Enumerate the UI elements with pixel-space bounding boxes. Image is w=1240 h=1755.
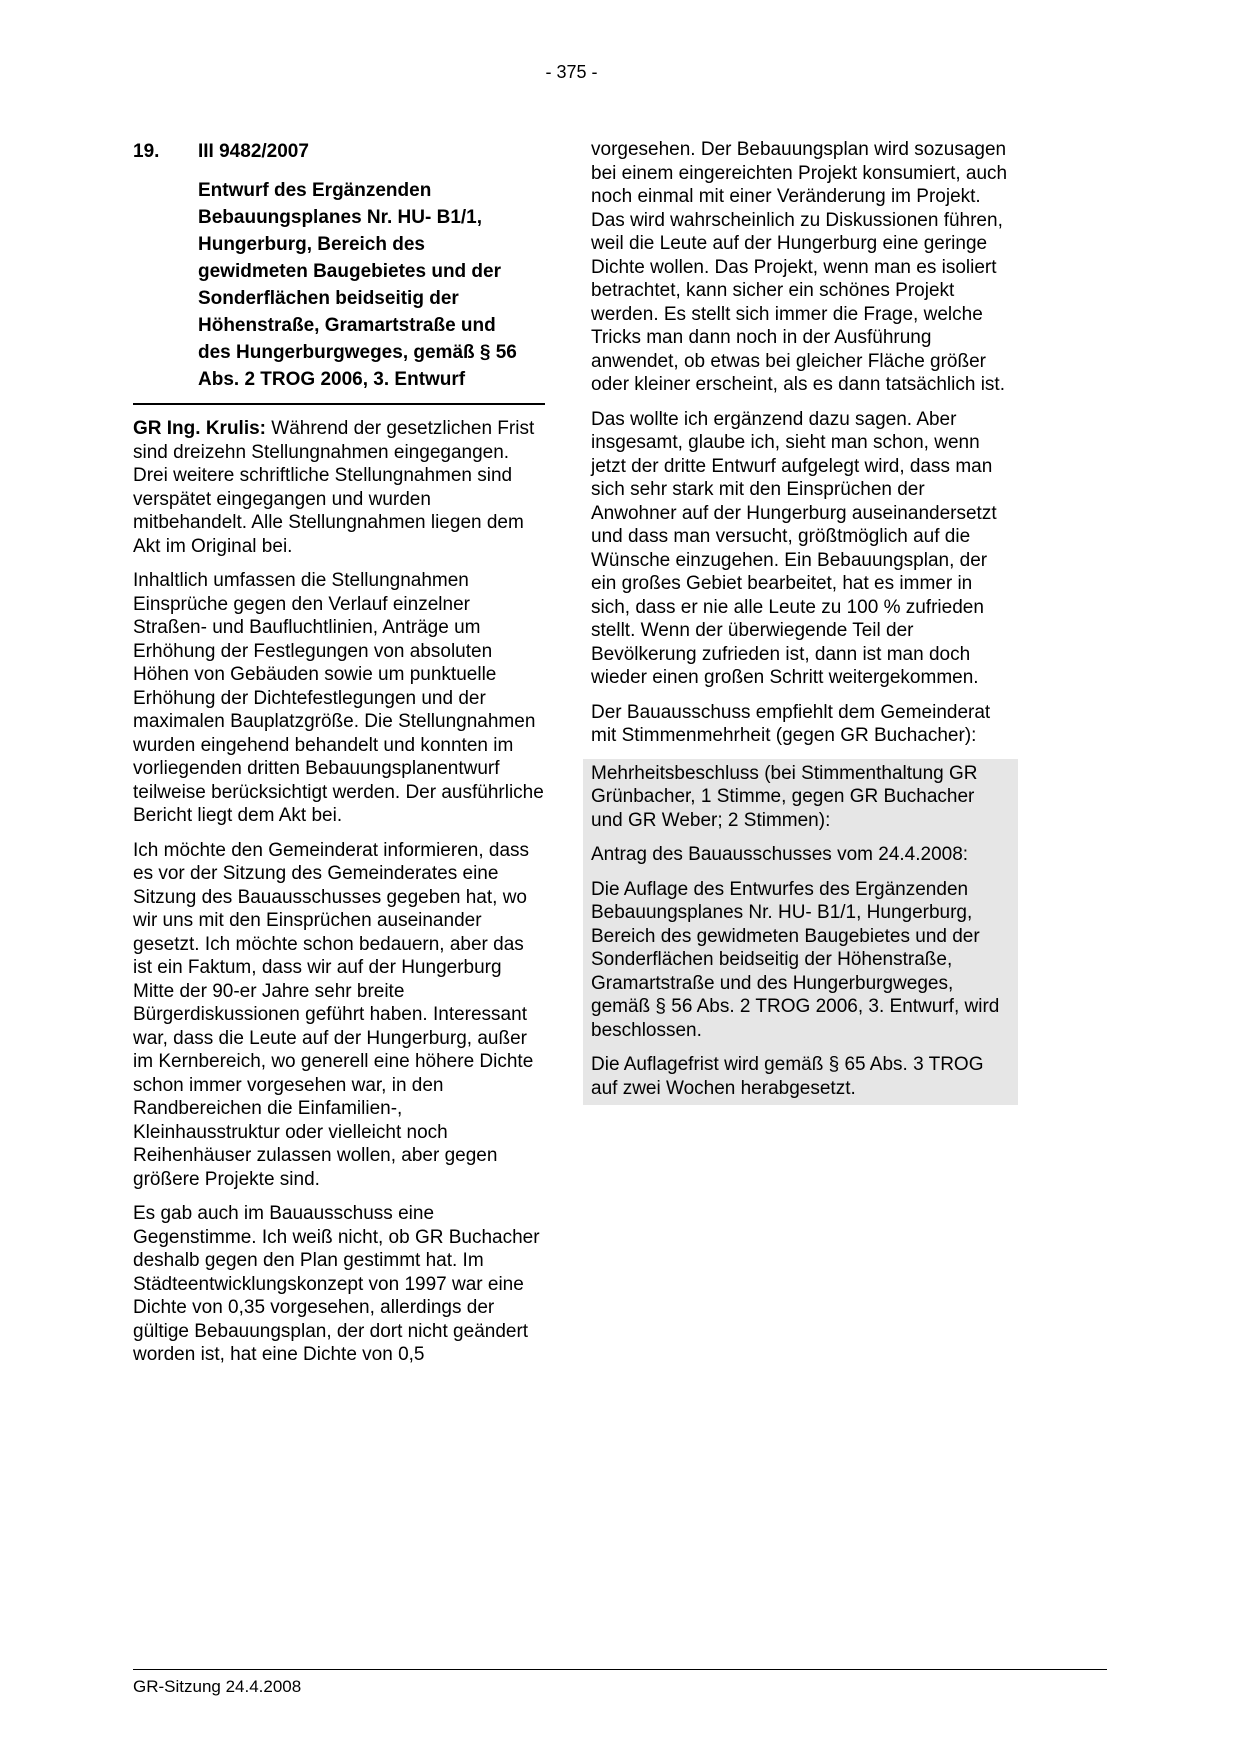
two-column-layout	[133, 138, 1010, 1367]
title-divider	[133, 403, 545, 405]
speaker-paragraph	[133, 417, 545, 558]
footer-divider	[133, 1669, 1107, 1670]
agenda-item-head-block	[198, 138, 545, 393]
agenda-item-reference: III 9482/2007	[198, 141, 309, 162]
resolution-paragraph: Antrag des Bauausschusses vom 24.4.2008:	[591, 844, 969, 865]
paragraph: Der Bauausschuss empfiehlt dem Gemeinderat mit Stimmenmehrheit (gegen GR Buchacher):	[591, 701, 991, 746]
resolution-paragraph: Die Auflagefrist wird gemäß § 65 Abs. 3 TROG auf zwei Wochen herabgesetzt.	[591, 1054, 984, 1099]
paragraph: Inhaltlich umfassen die Stellungnahmen Einsprüche gegen den Verlauf einzelner Straßen- und Baufluchtlinien, Anträge um Erhöhung der Festlegungen von absoluten Höhen von Gebäuden sowie um punktuelle Erhöhung der Dichtefestlegungen und der maximalen Bauplatzgröße. Die Stellungnahmen wurden eingehend behandelt und konnten im vorliegenden dritten Bebauungsplanentwurf teilweise berücksichtigt werden. Der ausführliche Bericht liegt dem Akt bei.	[133, 570, 544, 826]
page-footer	[133, 1669, 1107, 1697]
speaker-statement: Während der gesetzlichen Frist sind dreizehn Stellungnahmen eingegangen. Drei weitere schriftliche Stellungnahmen sind verspätet eingegangen und wurden mitbehandelt. Alle Stellungnahmen liegen dem Akt im Original bei.	[133, 418, 535, 557]
paragraph: Ich möchte den Gemeinderat informieren, dass es vor der Sitzung des Gemeinderates eine Sitzung des Bauausschusses gegeben hat, wo wir uns mit den Einsprüchen auseinander gesetzt. Ich möchte schon bedauern, aber das ist ein Faktum, dass wir auf der Hungerburg Mitte der 90-er Jahre sehr breite Bürgerdiskussionen geführt haben. Interessant war, dass die Leute auf der Hungerburg, außer im Kernbereich, wo generell eine höhere Dichte schon immer vorgesehen war, in den Randbereichen die Einfamilien-, Kleinhausstruktur oder vielleicht noch Reihenhäuser zulassen wollen, aber gegen größere Projekte sind.	[133, 839, 534, 1190]
agenda-item-number: 19.	[133, 141, 160, 162]
page-number: - 375 -	[545, 62, 598, 82]
paragraph: Es gab auch im Bauausschuss eine Gegenstimme. Ich weiß nicht, ob GR Buchacher deshalb gegen den Plan gestimmt hat. Im Städteentwicklungskonzept von 1997 war eine Dichte von 0,35 vorgesehen, allerdings der gültige Bebauungsplan, der dort nicht geändert worden ist, hat eine Dichte von 0,5	[133, 1203, 540, 1365]
agenda-item-header	[133, 138, 545, 393]
paragraph: Das wollte ich ergänzend dazu sagen. Aber insgesamt, glaube ich, sieht man schon, wenn jetzt der dritte Entwurf aufgelegt wird, dass man sich sehr stark mit den Einsprüchen der Anwohner auf der Hungerburg auseinandersetzt und dass man versucht, größtmöglich auf die Wünsche einzugehen. Ein Bebauungsplan, der ein großes Gebiet bearbeitet, hat es immer in sich, dass er nie alle Leute zu 100 % zufrieden stellt. Wenn der überwiegende Teil der Bevölkerung zufrieden ist, dann ist man doch wieder einen großen Schritt weitergekommen.	[591, 408, 997, 688]
speaker-name: GR Ing. Krulis:	[133, 418, 266, 439]
resolution-block	[583, 759, 1018, 1106]
agenda-item-title: Entwurf des Ergänzenden Bebauungsplanes Nr. HU- B1/1, Hungerburg, Bereich des gewidmeten Baugebietes und der Sonderflächen beidseitig der Höhenstraße, Gramartstraße und des Hungerburgweges, gemäß § 56 Abs. 2 TROG 2006, 3. Entwurf	[198, 180, 517, 390]
paragraph: vorgesehen. Der Bebauungsplan wird sozusagen bei einem eingereichten Projekt konsumiert, auch noch einmal mit einer Veränderung im Projekt. Das wird wahrscheinlich zu Diskussionen führen, weil die Leute auf der Hungerburg eine geringe Dichte wollen. Das Projekt, wenn man es isoliert betrachtet, kann sicher ein schönes Projekt werden. Es stellt sich immer die Frage, welche Tricks man dann noch in der Ausführung anwendet, ob etwas bei gleicher Fläche größer oder kleiner erscheint, als es dann tatsächlich ist.	[591, 139, 1008, 395]
footer-text: GR-Sitzung 24.4.2008	[133, 1677, 302, 1696]
right-column	[591, 138, 1010, 1105]
resolution-paragraph: Mehrheitsbeschluss (bei Stimmenthaltung GR Grünbacher, 1 Stimme, gegen GR Buchacher und GR Weber; 2 Stimmen):	[591, 762, 978, 831]
resolution-paragraph: Die Auflage des Entwurfes des Ergänzenden Bebauungsplanes Nr. HU- B1/1, Hungerburg, Bereich des gewidmeten Baugebietes und der Sonderflächen beidseitig der Höhenstraße, Gramartstraße und des Hungerburgweges, gemäß § 56 Abs. 2 TROG 2006, 3. Entwurf, wird beschlossen.	[591, 878, 1000, 1041]
left-column	[133, 138, 545, 1367]
